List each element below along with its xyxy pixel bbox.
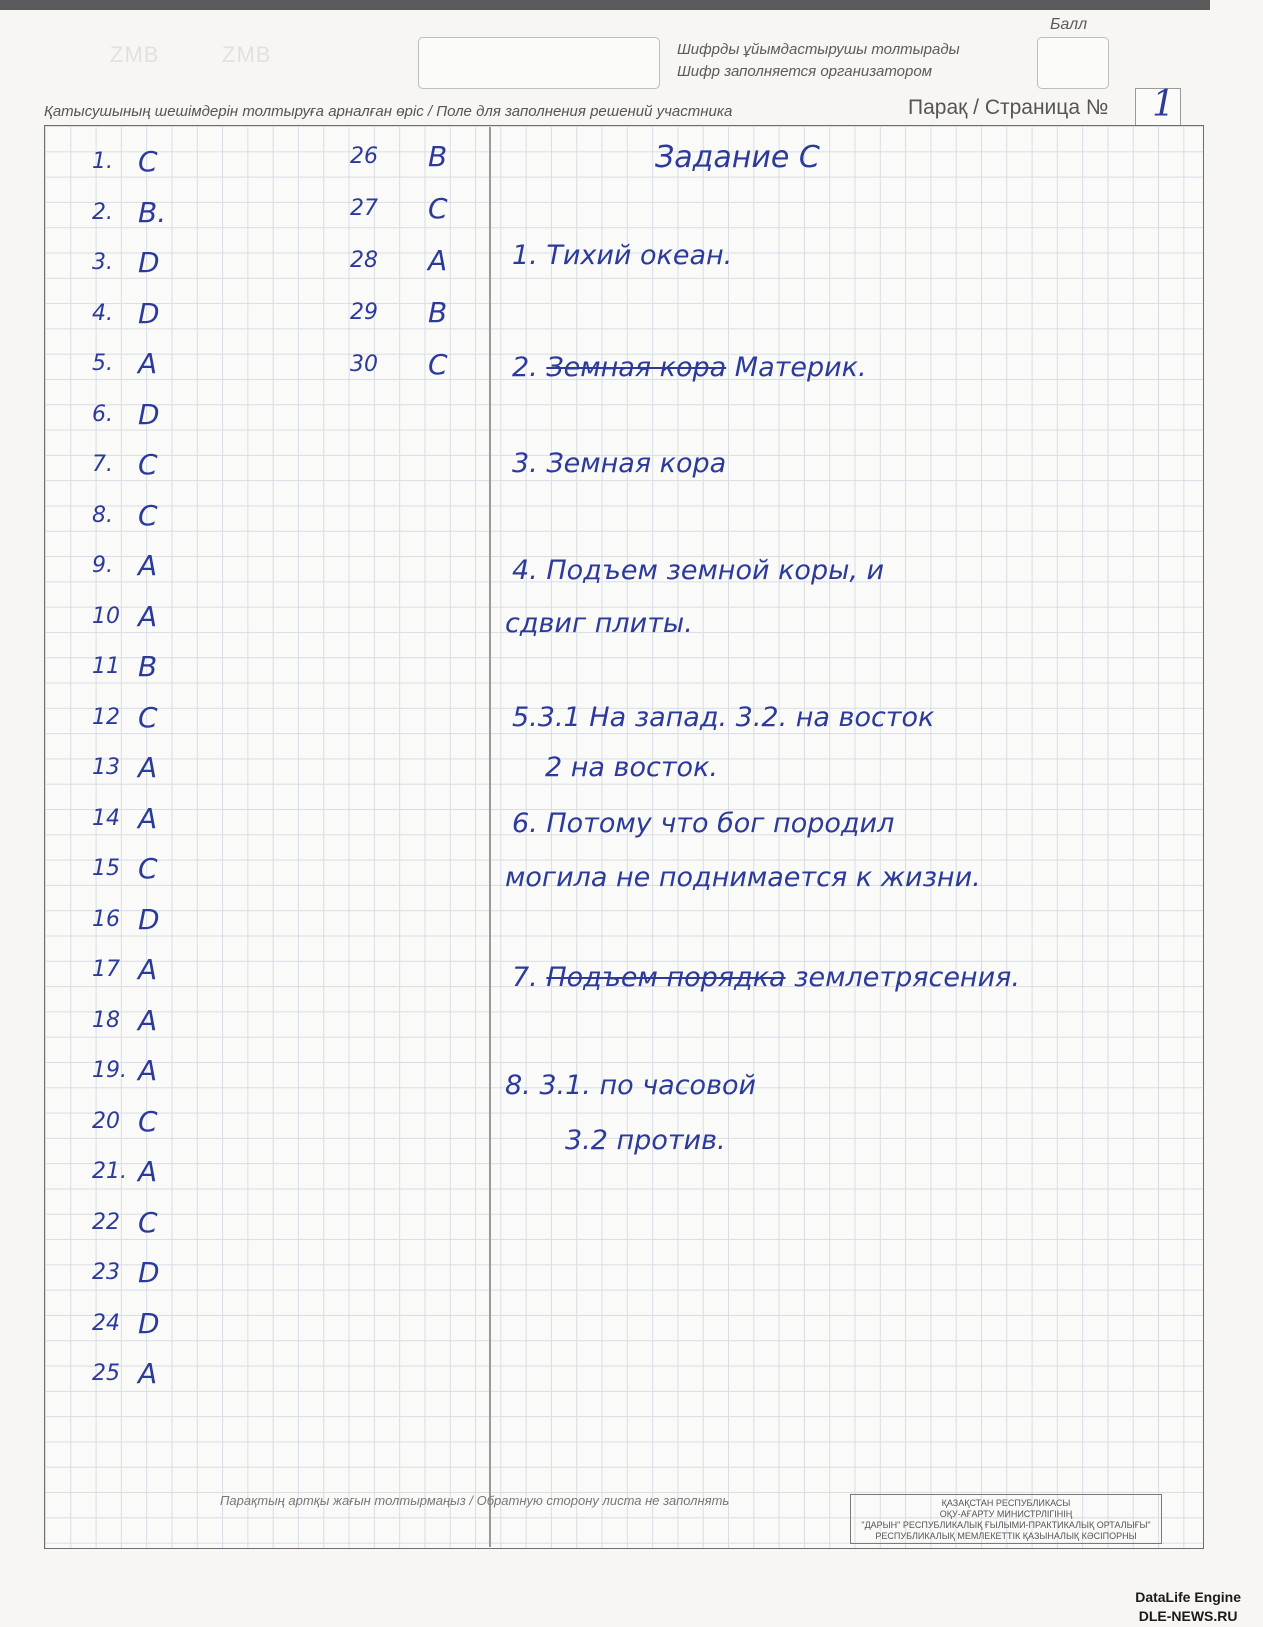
watermark-left: ZMB [110, 42, 160, 67]
answer-letter: C [138, 448, 158, 481]
watermark-right: ZMB [222, 42, 272, 67]
answer-number: 20 [92, 1108, 120, 1134]
answer-letter: C [138, 700, 158, 734]
answer-letter: D [138, 902, 160, 936]
answer-letter: D [138, 296, 160, 330]
answer-c5-line2: 2 на восток. [545, 752, 718, 783]
answer-letter: C [138, 1205, 158, 1239]
section-c-title: Задание С [655, 140, 820, 175]
answer-letter: C [428, 348, 448, 381]
answer-letter: C [138, 498, 158, 532]
answer-letter: B [138, 650, 158, 683]
page-label: Парақ / Страница № [908, 96, 1109, 119]
answer-letter: B [428, 140, 448, 173]
answer-number: 17 [92, 957, 120, 982]
answer-number: 26 [350, 144, 378, 169]
answer-letter: C [138, 852, 158, 885]
answer-c4-line2: сдвиг плиты. [505, 608, 693, 639]
answer-c6-line1: 6. Потому что бог породил [512, 808, 895, 839]
answer-number: 19. [92, 1058, 127, 1083]
answer-c3: 3. Земная кора [512, 448, 727, 479]
answer-letter: A [138, 1155, 158, 1188]
scan-top-edge [0, 0, 1210, 10]
answer-c7-struck: Подъем порядка [546, 962, 786, 993]
answer-number: 16 [92, 906, 120, 932]
stamp-line-2: ОҚУ-АҒАРТУ МИНИСТРЛІГІНІҢ [939, 1509, 1073, 1519]
answer-letter: C [138, 1104, 158, 1138]
organizer-note-kz: Шифрды ұйымдастырушы толтырады [677, 41, 960, 58]
answer-letter: A [138, 599, 158, 633]
answer-c6-line2: могила не поднимается к жизни. [505, 862, 981, 893]
column-divider [489, 127, 491, 1547]
answer-c2-text: Материк. [734, 352, 867, 383]
answer-number: 27 [350, 196, 378, 221]
answer-letter: A [138, 1003, 158, 1037]
answer-number: 2. [92, 199, 113, 225]
answer-number: 3. [92, 250, 113, 275]
answer-number: 15 [92, 856, 120, 881]
footer-note: Парақтың артқы жағын толтырмаңыз / Обратную сторону листа не заполнять [220, 1493, 730, 1508]
answer-c1: 1. Тихий океан. [512, 240, 733, 271]
organizer-note [677, 39, 960, 83]
answer-number: 4. [92, 300, 113, 326]
answer-number: 29 [350, 300, 378, 325]
cipher-box [418, 37, 660, 89]
answer-number: 12 [92, 704, 120, 730]
answer-c5-line1: 5.3.1 На запад. 3.2. на восток [512, 702, 935, 733]
score-label: Балл [1050, 16, 1088, 33]
answer-c7 [512, 962, 1020, 993]
stamp-line-1: ҚАЗАҚСТАН РЕСПУБЛИКАСЫ [941, 1498, 1071, 1508]
answer-letter: D [138, 246, 160, 279]
answer-letter: A [138, 801, 158, 835]
answer-letter: D [138, 1306, 160, 1340]
answer-c2 [512, 352, 867, 383]
answer-letter: D [138, 1256, 160, 1289]
answer-letter: A [138, 751, 158, 784]
site-badge [1135, 1588, 1241, 1626]
answer-number: 14 [92, 805, 120, 831]
answer-number: 6. [92, 401, 113, 427]
answer-letter: A [138, 953, 158, 986]
stamp-line-3: "ДАРЫН" РЕСПУБЛИКАЛЫҚ ҒЫЛЫМИ-ПРАКТИКАЛЫҚ ОРТАЛЫҒЫ" [861, 1520, 1151, 1530]
answer-c2-struck: Земная кора [546, 352, 727, 383]
answer-number: 11 [92, 654, 120, 679]
answer-number: 25 [92, 1361, 120, 1386]
institution-stamp [850, 1494, 1162, 1544]
answer-number: 5. [92, 351, 113, 376]
answer-number: 23 [92, 1260, 120, 1285]
answer-number: 18 [92, 1007, 120, 1033]
answer-number: 10 [92, 603, 120, 629]
answer-letter: B [428, 296, 448, 329]
answer-c8-line1: 8. 3.1. по часовой [505, 1070, 757, 1101]
site-badge-line2: DLE-NEWS.RU [1138, 1608, 1238, 1624]
answer-c4-line1: 4. Подъем земной коры, и [512, 555, 885, 586]
stamp-line-4: РЕСПУБЛИКАЛЫҚ МЕМЛЕКЕТТІК ҚАЗЫНАЛЫҚ КӘСІПОРНЫ [875, 1531, 1137, 1541]
answer-number: 1. [92, 149, 113, 174]
answer-letter: A [138, 347, 158, 380]
answer-number: 30 [350, 352, 378, 377]
answer-c2-num: 2. [512, 352, 538, 383]
answer-letter: C [428, 192, 448, 225]
answer-letter: A [428, 244, 448, 277]
answer-number: 28 [350, 248, 378, 273]
answer-letter: B. [138, 195, 167, 229]
answer-letter: A [138, 1357, 158, 1390]
answer-number: 7. [92, 452, 113, 477]
answer-number: 21. [92, 1159, 127, 1184]
answer-letter: C [138, 145, 158, 178]
answer-c7-text: землетрясения. [794, 962, 1020, 993]
answer-c7-num: 7. [512, 962, 538, 993]
organizer-note-ru: Шифр заполняется организатором [677, 63, 932, 80]
page-number: 1 [1152, 84, 1175, 125]
site-badge-line1: DataLife Engine [1135, 1589, 1241, 1605]
score-box [1037, 37, 1109, 89]
field-title: Қатысушының шешімдерін толтыруға арналған өріс / Поле для заполнения решений участника [44, 103, 733, 120]
answer-letter: A [138, 1054, 158, 1087]
answer-number: 9. [92, 553, 113, 578]
answer-letter: D [138, 397, 160, 431]
answer-number: 8. [92, 502, 113, 528]
answer-number: 13 [92, 755, 120, 780]
answer-c8-line2: 3.2 против. [565, 1125, 726, 1156]
answer-letter: A [138, 549, 158, 582]
answer-number: 22 [92, 1209, 120, 1235]
answer-number: 24 [92, 1310, 120, 1336]
